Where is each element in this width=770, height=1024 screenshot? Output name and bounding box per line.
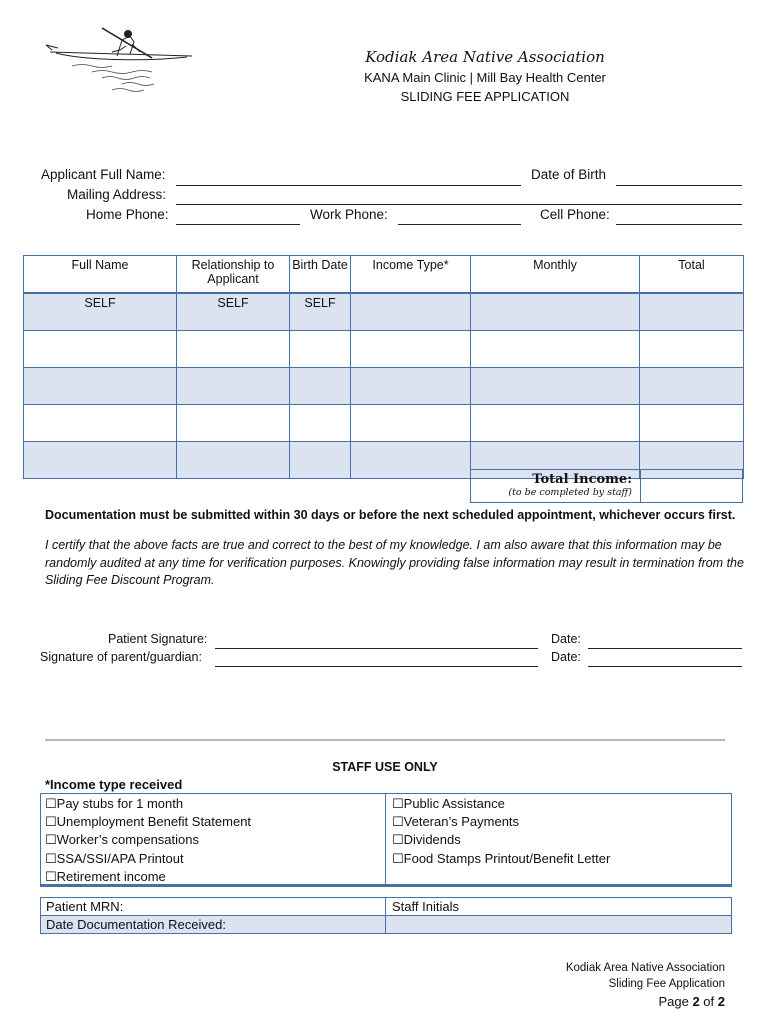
- footer-org: Kodiak Area Native Association: [565, 962, 725, 974]
- checkbox-retirement[interactable]: [45, 869, 166, 885]
- table-cell[interactable]: [640, 331, 744, 368]
- staff-use-title: STAFF USE ONLY: [332, 760, 438, 774]
- col-total: Total: [640, 256, 744, 294]
- checkbox-icon[interactable]: ☐: [392, 851, 404, 866]
- col-monthly: Monthly: [471, 256, 640, 294]
- dob-label: Date of Birth: [531, 167, 607, 182]
- table-cell[interactable]: [351, 368, 471, 405]
- checkbox-icon[interactable]: ☐: [45, 869, 57, 884]
- clinic-line: KANA Main Clinic | Mill Bay Health Center: [364, 70, 606, 85]
- date-received-label[interactable]: Date Documentation Received:: [46, 917, 226, 932]
- section-divider: [45, 739, 725, 741]
- dob-field[interactable]: [616, 185, 742, 186]
- income-type-divider: [385, 793, 386, 887]
- table-cell[interactable]: [351, 442, 471, 479]
- home-phone-label: Home Phone:: [86, 207, 169, 222]
- checkbox-label: Unemployment Benefit Statement: [56, 814, 252, 829]
- table-cell[interactable]: [640, 368, 744, 405]
- checkbox-label: Worker’s compensations: [56, 832, 199, 847]
- table-cell[interactable]: [177, 368, 290, 405]
- guardian-date-field[interactable]: [588, 666, 742, 667]
- checkbox-label: Food Stamps Printout/Benefit Letter: [403, 851, 611, 866]
- work-phone-field[interactable]: [398, 224, 521, 225]
- total-income-label-cell: [470, 469, 640, 503]
- household-table: [23, 255, 744, 479]
- checkbox-label: Pay stubs for 1 month: [56, 796, 184, 811]
- checkbox-label: SSA/SSI/APA Printout: [56, 851, 184, 866]
- patient-date-field[interactable]: [588, 648, 742, 649]
- certification-text: I certify that the above facts are true and correct to the best of my knowledge. I am also aware that this information may be randomly audited at any time for verification purposes. Knowingly providing false information may result in termination from the Sliding Fee Discount Program.: [45, 538, 744, 587]
- full-name-field[interactable]: [176, 185, 521, 186]
- table-cell[interactable]: [351, 331, 471, 368]
- patient-signature-field[interactable]: [215, 648, 538, 649]
- documentation-note: Documentation must be submitted within 30 days or before the next scheduled appointment, whichever occurs first.: [45, 508, 736, 522]
- income-type-title: *Income type received: [45, 777, 183, 792]
- mailing-field[interactable]: [176, 204, 742, 205]
- checkbox-label: Retirement income: [56, 869, 166, 884]
- staff-info-row-divider: [40, 915, 732, 916]
- table-cell[interactable]: [177, 405, 290, 442]
- table-cell[interactable]: [640, 293, 744, 331]
- table-cell[interactable]: [351, 293, 471, 331]
- staff-initials-label[interactable]: Staff Initials: [392, 899, 459, 914]
- table-cell[interactable]: [471, 405, 640, 442]
- cell-phone-label: Cell Phone:: [540, 207, 610, 222]
- col-income-type: Income Type*: [351, 256, 471, 294]
- table-cell[interactable]: [290, 368, 351, 405]
- checkbox-label: Dividends: [403, 832, 461, 847]
- table-cell[interactable]: [471, 293, 640, 331]
- footer-doc: Sliding Fee Application: [608, 978, 725, 990]
- table-row: [24, 405, 744, 442]
- checkbox-dividends[interactable]: [392, 832, 461, 848]
- table-header-row: [24, 256, 744, 294]
- checkbox-public-assistance[interactable]: [392, 796, 505, 812]
- table-cell[interactable]: [471, 368, 640, 405]
- checkbox-icon[interactable]: ☐: [392, 796, 404, 811]
- col-relationship: Relationship to Applicant: [177, 256, 290, 294]
- mailing-label: Mailing Address:: [67, 187, 167, 202]
- checkbox-icon[interactable]: ☐: [45, 832, 57, 847]
- total-income-note: (to be completed by staff): [508, 487, 632, 498]
- table-cell[interactable]: [290, 442, 351, 479]
- table-cell[interactable]: SELF: [177, 293, 290, 331]
- checkbox-icon[interactable]: ☐: [392, 814, 404, 829]
- patient-mrn-label[interactable]: Patient MRN:: [46, 899, 124, 914]
- kayak-logo: [42, 26, 192, 98]
- table-cell[interactable]: [24, 368, 177, 405]
- table-cell[interactable]: SELF: [24, 293, 177, 331]
- checkbox-pay-stubs[interactable]: [45, 796, 183, 812]
- table-cell[interactable]: [24, 442, 177, 479]
- checkbox-icon[interactable]: ☐: [45, 851, 57, 866]
- patient-date-label: Date:: [551, 632, 581, 646]
- table-row: [24, 331, 744, 368]
- checkbox-unemployment[interactable]: [45, 814, 251, 830]
- page-of: of: [699, 994, 718, 1009]
- page-prefix: Page: [658, 994, 693, 1009]
- checkbox-food-stamps[interactable]: [392, 851, 610, 867]
- table-cell[interactable]: [290, 331, 351, 368]
- form-title: SLIDING FEE APPLICATION: [400, 89, 570, 104]
- checkbox-icon[interactable]: ☐: [45, 796, 57, 811]
- total-income-label: Total Income:: [532, 472, 632, 487]
- checkbox-veterans[interactable]: [392, 814, 519, 830]
- table-row: [24, 368, 744, 405]
- checkbox-icon[interactable]: ☐: [45, 814, 57, 829]
- checkbox-workers-comp[interactable]: [45, 832, 199, 848]
- table-cell[interactable]: [24, 405, 177, 442]
- patient-signature-label: Patient Signature:: [108, 632, 208, 646]
- cell-phone-field[interactable]: [616, 224, 742, 225]
- checkbox-label: Public Assistance: [403, 796, 505, 811]
- table-cell[interactable]: [471, 331, 640, 368]
- full-name-label: Applicant Full Name:: [41, 167, 166, 182]
- footer-page: [658, 994, 725, 1009]
- table-cell[interactable]: [640, 405, 744, 442]
- checkbox-label: Veteran’s Payments: [403, 814, 520, 829]
- table-row: [24, 293, 744, 331]
- table-cell[interactable]: [177, 442, 290, 479]
- staff-info-col-divider: [385, 897, 386, 934]
- col-full-name: Full Name: [24, 256, 177, 294]
- guardian-signature-label: Signature of parent/guardian:: [40, 650, 202, 664]
- page-current: 2: [692, 994, 700, 1009]
- guardian-signature-field[interactable]: [215, 666, 538, 667]
- work-phone-label: Work Phone:: [310, 207, 388, 222]
- table-cell[interactable]: [177, 331, 290, 368]
- home-phone-field[interactable]: [176, 224, 300, 225]
- org-name: Kodiak Area Native Association: [365, 48, 605, 66]
- table-cell[interactable]: SELF: [290, 293, 351, 331]
- table-cell[interactable]: [24, 331, 177, 368]
- page-total: 2: [717, 994, 725, 1009]
- checkbox-ssa[interactable]: [45, 851, 184, 867]
- col-birth-date: Birth Date: [290, 256, 351, 294]
- total-income-field[interactable]: [640, 469, 743, 503]
- table-cell[interactable]: [351, 405, 471, 442]
- table-cell[interactable]: [290, 405, 351, 442]
- guardian-date-label: Date:: [551, 650, 581, 664]
- checkbox-icon[interactable]: ☐: [392, 832, 404, 847]
